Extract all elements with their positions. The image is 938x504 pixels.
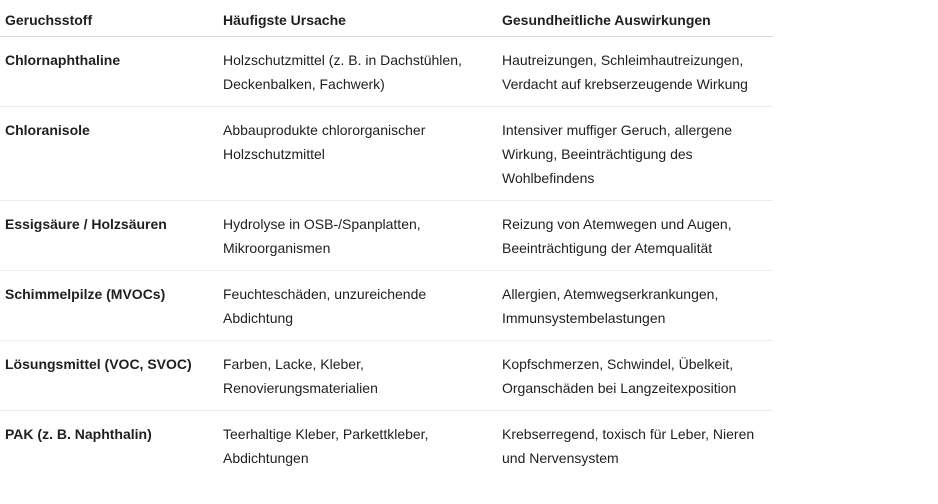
cause-cell: Holzschutzmittel (z. B. in Dachstühlen, Deckenbalken, Fachwerk) xyxy=(223,52,462,92)
column-header-substance: Geruchsstoff xyxy=(5,12,93,28)
substance-cell: PAK (z. B. Naphthalin) xyxy=(5,426,152,442)
effects-cell: Allergien, Atemwegserkrankungen, Immunsystembelastungen xyxy=(502,286,719,326)
table-row xyxy=(0,201,773,271)
cause-cell: Teerhaltige Kleber, Parkettkleber, Abdichtungen xyxy=(223,426,429,466)
table-row xyxy=(0,107,773,201)
effects-cell: Reizung von Atemwegen und Augen, Beeinträchtigung der Atemqualität xyxy=(502,216,732,256)
cause-cell: Hydrolyse in OSB-/Spanplatten, Mikroorganismen xyxy=(223,216,421,256)
effects-cell: Krebserregend, toxisch für Leber, Nieren und Nervensystem xyxy=(502,426,755,466)
substance-cell: Chlornaphthaline xyxy=(5,52,121,68)
column-header-effects: Gesundheitliche Auswirkungen xyxy=(502,12,711,28)
table-header-row xyxy=(0,0,773,37)
table-row xyxy=(0,341,773,411)
effects-cell: Kopfschmerzen, Schwindel, Übelkeit, Organschäden bei Langzeitexposition xyxy=(502,356,737,396)
table-row xyxy=(0,37,773,107)
substance-cell: Chloranisole xyxy=(5,122,90,138)
table-row xyxy=(0,411,773,480)
substance-cell: Essigsäure / Holzsäuren xyxy=(5,216,167,232)
effects-cell: Hautreizungen, Schleimhautreizungen, Verdacht auf krebserzeugende Wirkung xyxy=(502,52,748,92)
column-header-cause: Häufigste Ursache xyxy=(223,12,346,28)
cause-cell: Farben, Lacke, Kleber, Renovierungsmaterialien xyxy=(223,356,378,396)
cause-cell: Feuchteschäden, unzureichende Abdichtung xyxy=(223,286,427,326)
effects-cell: Intensiver muffiger Geruch, allergene Wirkung, Beeinträchtigung des Wohlbefindens xyxy=(502,122,733,186)
substance-cell: Lösungsmittel (VOC, SVOC) xyxy=(5,356,192,372)
substance-cell: Schimmelpilze (MVOCs) xyxy=(5,286,166,302)
table-row xyxy=(0,271,773,341)
cause-cell: Abbauprodukte chlororganischer Holzschutzmittel xyxy=(223,122,426,162)
